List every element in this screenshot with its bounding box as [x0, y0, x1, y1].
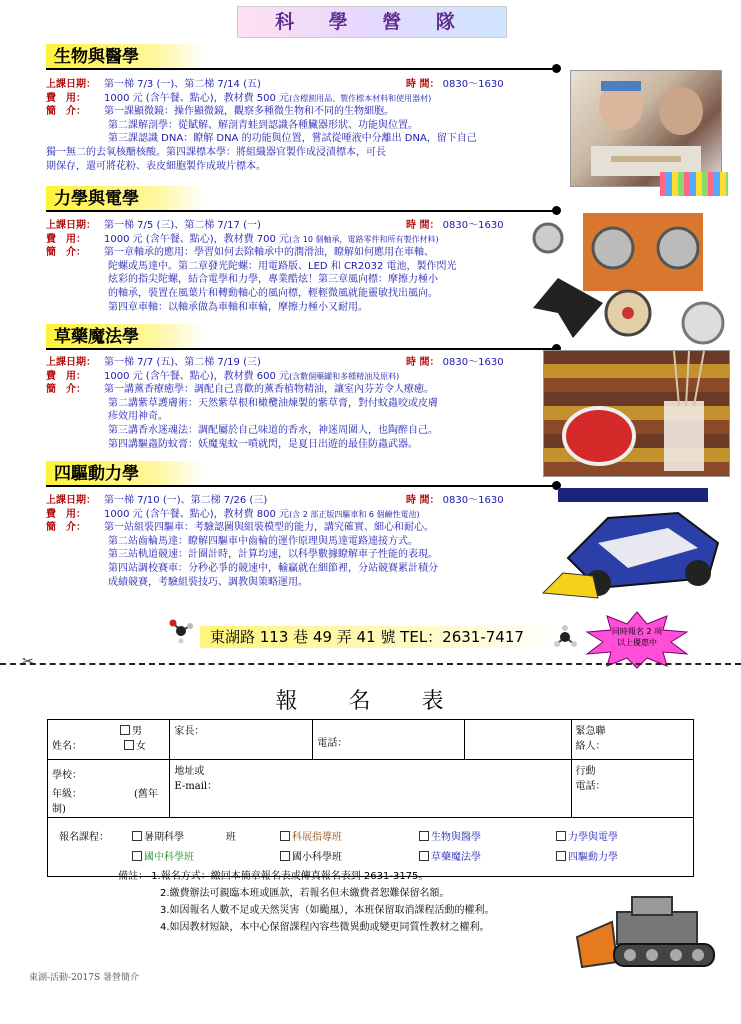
cut-line — [0, 663, 741, 665]
intro-line: 第四站調校賽車：分秒必爭的競速中，輸贏就在細節裡，分站競賽累計積分 — [108, 562, 438, 574]
course-fee: 1000 元 (含午餐、點心)，教材費 800 元 — [104, 508, 290, 520]
section-4wd-info: 上課日期： 第一梯 7/10 (一)、第二梯 7/26 (三) 時 間： 0830～1630 費 用： 1000 元 (含午餐、點心)，教材費 800 元(含 2 部正版四驅車和 6 個鹼性電池) 簡 介： 第一站組裝四驅車：考驗認圖與組裝模型的能力，講究確實、細心和耐心。 第二站齒輪馬達：瞭解四驅車中齒輪的運作原理與馬達電路連接方式。 第三站軌道競速：計圈計時，計算均速，以科學數據瞭解車子性能的表現。 第四站調校賽車：分秒必爭的競速中，輸贏就在細節裡，分站競賽累計積分 成績競賽，考驗組裝技巧、調教與策略運用。 — [46, 494, 546, 589]
fee-note: (含 2 部正版四驅車和 6 個鹼性電池) — [289, 509, 420, 519]
divider — [46, 68, 554, 70]
intro-line: 炫彩的指尖陀螺，結合電學和力學，專業酷炫！第三章風向標：摩擦力極小 — [108, 274, 438, 286]
intro-line: 第一講薰香療癒學：調配自己喜歡的薰香植物精油，讓室內芬芳令人療癒。 — [104, 384, 434, 396]
registration-form: 男 姓名： 女 家長： 電話： 緊急聯 絡人： 學校： 年級： (舊年制) 地址或 E-mail： 行動 電話： 報名課程： 暑期科學 班 科展指導班 生物與醫學 力學與電學 國中科學班 國小科學班 草藥魔法學 四驅動力學 — [47, 719, 694, 877]
note-item: 4.如因教材短缺，本中心保留課程內容些微異動或變更同質性教材之權利。 — [160, 922, 490, 933]
intro-line: 第三講香水迷魂法：調配屬於自己味道的香水，神迷周圍人，也陶醉自己。 — [108, 424, 438, 436]
race-car-icon — [538, 488, 730, 608]
course-time: 0830～1630 — [442, 357, 504, 368]
male-checkbox[interactable] — [120, 725, 130, 735]
intro-line: 第四講驅蟲防蚊膏：妖魔鬼蚊一噴就閃，是夏日出遊的最佳防蟲武器。 — [108, 438, 418, 450]
intro-line: 第二課解剖學：從賦解、解剖青蛙到認識各種臟器形狀、功能與位置。 — [108, 119, 418, 131]
section-herb-info: 上課日期： 第一梯 7/7 (五)、第二梯 7/19 (三) 時 間： 0830～1630 費 用： 1000 元 (含午餐、點心)，教材費 600 元(含數個藥罐和多種精油及原料) 簡 介： 第一講薰香療癒學：調配自己喜歡的薰香植物精油，讓室內芬芳令人療癒。 第二講紫草護膚術：天然紫草根和橄欖油煉製的紫草膏，對付蚊蟲咬或皮膚 疹效用神奇。 第三講香水迷魂法：調配屬於自己味道的香水，神迷周圍人，也陶醉自己。 第四講驅蟲防蚊膏：妖魔鬼蚊一噴就閃，是夏日出遊的最佳防蟲武器。 — [46, 356, 546, 451]
divider — [46, 210, 554, 212]
bearing-icon — [528, 208, 728, 348]
section-title: 四驅動力學 — [46, 461, 204, 487]
molecule-icon — [552, 624, 578, 650]
elementary-checkbox[interactable] — [280, 851, 290, 861]
course-selection: 報名課程： 暑期科學 班 科展指導班 生物與醫學 力學與電學 國中科學班 國小科學班 草藥魔法學 四驅動力學 — [48, 818, 694, 877]
divider — [46, 348, 554, 350]
course-date: 第一梯 7/7 (五)、第二梯 7/19 (三) — [104, 357, 261, 368]
section-title: 草藥魔法學 — [46, 324, 204, 350]
footer-note: 東湖-活動-2017S 暑營簡介 — [29, 973, 140, 983]
address-phone: 東湖路 113 巷 49 弄 41 號 TEL：2631-7417 — [200, 626, 560, 648]
intro-line: 的軸承，裝置在風葉片和轉動軸心的風向標，輕輕微風就能靈敏找出風向。 — [108, 287, 438, 299]
section-mech — [46, 186, 204, 212]
herbs-icon — [544, 351, 729, 476]
note-item: 2.繳費辦法可親臨本班或匯款，若報名但未繳費者恕難保留名額。 — [160, 888, 450, 899]
notes — [118, 868, 495, 936]
intro-line: 疹效用神奇。 — [108, 411, 168, 423]
emergency-contact-field[interactable]: 緊急聯 絡人： — [571, 720, 693, 760]
promo-line: 以上優惠中 — [617, 638, 657, 647]
science-fair-checkbox[interactable] — [280, 831, 290, 841]
section-4wd — [46, 461, 204, 487]
section-title: 力學與電學 — [46, 186, 204, 212]
bio-checkbox[interactable] — [419, 831, 429, 841]
divider-dot — [552, 64, 561, 73]
course-date: 第一梯 7/10 (一)、第二梯 7/26 (三) — [104, 495, 268, 506]
note-item: 3.如因報名人數不足或天然災害（如颱風），本班保留取消課程活動的權利。 — [160, 905, 495, 916]
intro-line: 成績競賽，考驗組裝技巧、調教與策略運用。 — [108, 576, 308, 588]
course-time: 0830～1630 — [442, 220, 504, 231]
fee-note: (含標割用品、製作標本材料和使用器材) — [289, 93, 432, 103]
course-fee: 1000 元 (含午餐、點心)，教材費 700 元 — [104, 233, 290, 245]
intro-line: 第三站軌道競速：計圈計時，計算均速，以科學數據瞭解車子性能的表現。 — [108, 549, 438, 561]
intro-line: 第三課認識 DNA：瞭解 DNA 的功能與位置，嘗試從唾液中分離出 DNA，留下自己 — [108, 133, 477, 145]
form-title: 報 名 表 — [275, 689, 466, 714]
address-email-field[interactable]: 地址或 E-mail： — [170, 760, 571, 818]
section-title: 生物與醫學 — [46, 44, 204, 70]
race-car-photo — [538, 488, 730, 608]
intro-line: 第一站組裝四驅車：考驗認圖與組裝模型的能力，講究確實、細心和耐心。 — [104, 522, 434, 534]
course-date: 第一梯 7/5 (三)、第二梯 7/17 (一) — [104, 220, 261, 231]
school-grade-field[interactable]: 學校： 年級： (舊年制) — [48, 760, 170, 818]
promo-badge — [583, 610, 691, 670]
parent-field[interactable]: 家長： — [170, 720, 313, 760]
biology-photo — [570, 70, 722, 187]
course-fee: 1000 元 (含午餐、點心)，教材費 600 元 — [104, 370, 290, 382]
female-checkbox[interactable] — [124, 740, 134, 750]
fee-note: (含 10 個軸承，電路零件和所有製作材料) — [289, 234, 439, 244]
junior-high-checkbox[interactable] — [132, 851, 142, 861]
fourwd-checkbox[interactable] — [556, 851, 566, 861]
intro-line: 獨一無二的去氧核醣核酸。第四課標本學：將組織器官製作成浸漬標本，可長 — [46, 146, 386, 158]
test-tubes-icon — [660, 172, 728, 196]
scissors-icon: ✂ — [22, 654, 34, 670]
note-item: 1.報名方式：繳回本簡章報名表或傳真報名表到 2631-3175。 — [151, 871, 429, 882]
section-herb — [46, 324, 204, 350]
course-fee: 1000 元 (含午餐、點心)，教材費 500 元 — [104, 92, 290, 104]
intro-line: 陀螺或馬達中。第二章發光陀螺：用電路版、LED 和 CR2032 電池，製作閃光 — [108, 260, 457, 272]
notes-label: 備註： — [118, 871, 148, 882]
intro-line: 期保存，還可將花粉、表皮細胞製作成玻片標本。 — [46, 160, 266, 172]
course-time: 0830～1630 — [442, 79, 504, 90]
course-date: 第一梯 7/3 (一)、第二梯 7/14 (五) — [104, 79, 261, 90]
divider — [46, 485, 554, 487]
herbs-photo — [543, 350, 730, 477]
bearing-photo — [528, 208, 728, 348]
mech-checkbox[interactable] — [556, 831, 566, 841]
intro-line: 第一章軸承的應用：學習如何去除軸承中的潤滑油，瞭解如何應用在車軸、 — [104, 247, 434, 259]
intro-line: 第一課顯微鏡：操作顯微鏡，觀察多種微生物和不同的生物細胞。 — [104, 106, 394, 118]
phone-field[interactable]: 電話： — [313, 720, 464, 760]
intro-line: 第二講紫草護膚術：天然紫草根和橄欖油煉製的紫草膏，對付蚊蟲咬或皮膚 — [108, 397, 438, 409]
promo-line: 同時報名 2 項 — [611, 627, 663, 636]
microscope-icon — [571, 71, 721, 186]
page-title: 科 學 營 隊 — [237, 6, 507, 38]
intro-line: 第二站齒輪馬達：瞭解四驅車中齒輪的運作原理與馬達電路連接方式。 — [108, 535, 418, 547]
name-label: 姓名： — [52, 741, 82, 752]
intro-line: 第四章車軸：以軸承做為車軸和車輪，摩擦力極小又耐用。 — [108, 301, 368, 313]
fee-note: (含數個藥罐和多種精油及原料) — [289, 371, 400, 381]
section-bio — [46, 44, 566, 70]
bulldozer-icon — [572, 892, 722, 972]
molecule-icon — [168, 618, 194, 644]
section-mech-info: 上課日期： 第一梯 7/5 (三)、第二梯 7/17 (一) 時 間： 0830～1630 費 用： 1000 元 (含午餐、點心)，教材費 700 元(含 10 個軸承，電路零件和所有製作材料) 簡 介： 第一章軸承的應用：學習如何去除軸承中的潤滑油，瞭解如何應用在車軸、 陀螺或馬達中。第二章發光陀螺：用電路版、LED 和 CR2032 電池，製作閃光 炫彩的指尖陀螺，結合電學和力學，專業酷炫！第三章風向標：摩擦力極小 的軸承，裝置在風葉片和轉動軸心的風向標，輕輕微風就能靈敏找出風向。 第四章車軸：以軸承做為車軸和車輪，摩擦力極小又耐用。 — [46, 219, 546, 314]
mobile-field[interactable]: 行動 電話： — [571, 760, 693, 818]
section-bio-info: 上課日期： 第一梯 7/3 (一)、第二梯 7/14 (五) 時 間： 0830～1630 費 用： 1000 元 (含午餐、點心)，教材費 500 元(含標割用品、製作標本材料和使用器材) 簡 介： 第一課顯微鏡：操作顯微鏡，觀察多種微生物和不同的生物細胞。 第二課解剖學：從賦解、解剖青蛙到認識各種臟器形狀、功能與位置。 第三課認識 DNA：瞭解 DNA 的功能與位置，嘗試從唾液中分離出 DNA，留下自己 獨一無二的去氧核醣核酸。第四課標本學：將組織器官製作成浸漬標本，可長 期保存，還可將花粉、表皮細胞製作成玻片標本。 — [46, 78, 546, 173]
herb-checkbox[interactable] — [419, 851, 429, 861]
course-time: 0830～1630 — [442, 495, 504, 506]
summer-checkbox[interactable] — [132, 831, 142, 841]
